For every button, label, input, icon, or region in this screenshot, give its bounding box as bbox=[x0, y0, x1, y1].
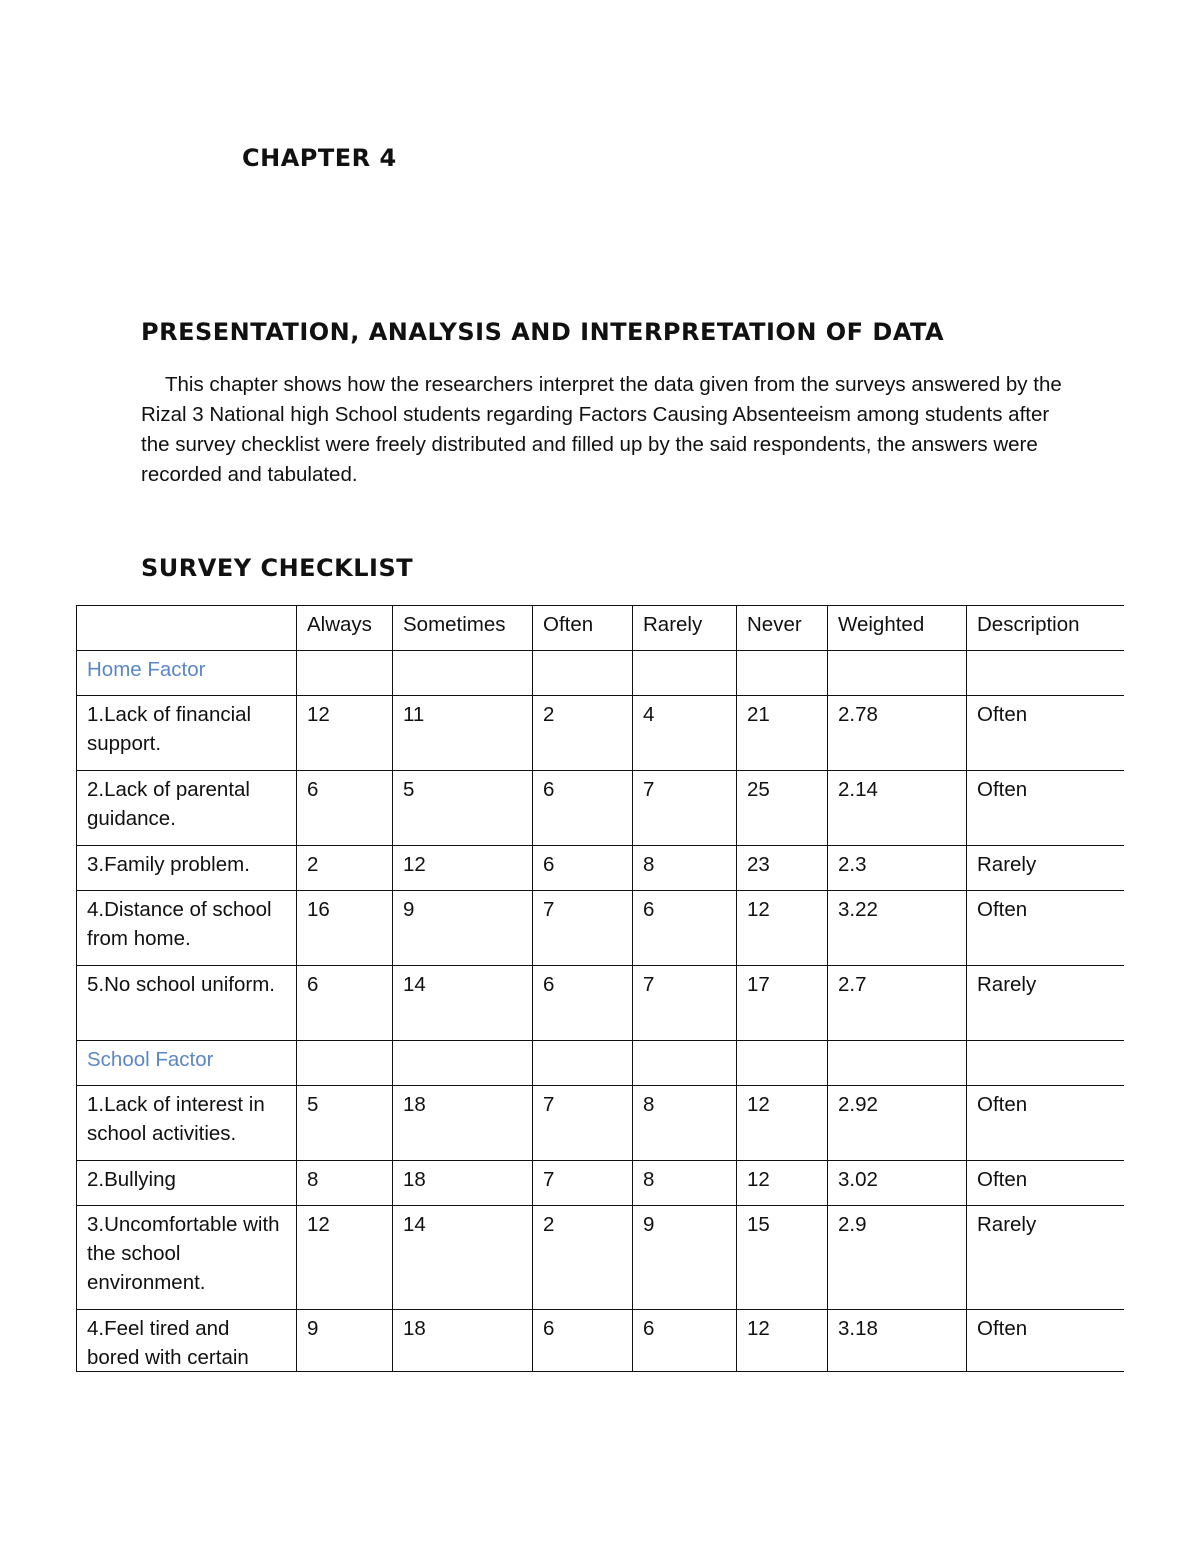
factor-cell: 3.Uncomfortable with the school environment. bbox=[77, 1206, 297, 1310]
column-header: Often bbox=[533, 606, 633, 651]
often-cell: 6 bbox=[533, 1310, 633, 1373]
section-label: Home Factor bbox=[77, 651, 297, 696]
intro-paragraph: This chapter shows how the researchers interpret the data given from the surveys answered by the Rizal 3 National high School students regarding Factors Causing Absenteeism among students after the survey checklist were freely distributed and filled up by the said respondents, the answers were recorded and tabulated. bbox=[141, 373, 1062, 486]
chapter-title: CHAPTER 4 bbox=[242, 144, 397, 172]
table-row bbox=[77, 846, 1125, 891]
often-cell: 7 bbox=[533, 1161, 633, 1206]
never-cell: 12 bbox=[737, 1086, 828, 1161]
always-cell: 9 bbox=[297, 1310, 393, 1373]
description-cell: Often bbox=[967, 1086, 1125, 1161]
description-cell: Often bbox=[967, 696, 1125, 771]
table-cell bbox=[828, 651, 967, 696]
table-row bbox=[77, 1206, 1125, 1310]
weighted-cell: 2.78 bbox=[828, 696, 967, 771]
rarely-cell: 6 bbox=[633, 1310, 737, 1373]
weighted-cell: 3.22 bbox=[828, 891, 967, 966]
sometimes-cell: 9 bbox=[393, 891, 533, 966]
column-header: Weighted bbox=[828, 606, 967, 651]
table-cell bbox=[533, 1041, 633, 1086]
description-cell: Rarely bbox=[967, 1206, 1125, 1310]
often-cell: 6 bbox=[533, 846, 633, 891]
often-cell: 6 bbox=[533, 966, 633, 1041]
factor-cell: 2.Lack of parental guidance. bbox=[77, 771, 297, 846]
rarely-cell: 8 bbox=[633, 1161, 737, 1206]
section-row-home-factor bbox=[77, 651, 1125, 696]
section-label: School Factor bbox=[77, 1041, 297, 1086]
table-cell bbox=[633, 651, 737, 696]
sometimes-cell: 14 bbox=[393, 1206, 533, 1310]
often-cell: 2 bbox=[533, 1206, 633, 1310]
table-row bbox=[77, 891, 1125, 966]
table-cell bbox=[297, 1041, 393, 1086]
survey-checklist-heading: SURVEY CHECKLIST bbox=[141, 554, 414, 582]
table-cell bbox=[533, 651, 633, 696]
factor-cell: 3.Family problem. bbox=[77, 846, 297, 891]
always-cell: 6 bbox=[297, 966, 393, 1041]
factor-cell: 4.Distance of school from home. bbox=[77, 891, 297, 966]
sometimes-cell: 12 bbox=[393, 846, 533, 891]
section-row-school-factor bbox=[77, 1041, 1125, 1086]
table-cell bbox=[393, 651, 533, 696]
weighted-cell: 2.14 bbox=[828, 771, 967, 846]
column-header: Rarely bbox=[633, 606, 737, 651]
description-cell: Often bbox=[967, 1161, 1125, 1206]
survey-table-container bbox=[76, 605, 1124, 1372]
sometimes-cell: 18 bbox=[393, 1161, 533, 1206]
always-cell: 12 bbox=[297, 1206, 393, 1310]
always-cell: 8 bbox=[297, 1161, 393, 1206]
table-cell bbox=[967, 651, 1125, 696]
rarely-cell: 4 bbox=[633, 696, 737, 771]
factor-cell: 4.Feel tired and bored with certain bbox=[77, 1310, 297, 1373]
often-cell: 7 bbox=[533, 1086, 633, 1161]
sometimes-cell: 11 bbox=[393, 696, 533, 771]
column-header bbox=[77, 606, 297, 651]
factor-cell: 1.Lack of interest in school activities. bbox=[77, 1086, 297, 1161]
weighted-cell: 2.9 bbox=[828, 1206, 967, 1310]
description-cell: Rarely bbox=[967, 966, 1125, 1041]
always-cell: 6 bbox=[297, 771, 393, 846]
table-cell bbox=[393, 1041, 533, 1086]
rarely-cell: 7 bbox=[633, 966, 737, 1041]
factor-cell: 1.Lack of financial support. bbox=[77, 696, 297, 771]
table-cell bbox=[633, 1041, 737, 1086]
table-row bbox=[77, 1310, 1125, 1373]
section-heading: PRESENTATION, ANALYSIS AND INTERPRETATION OF DATA bbox=[141, 318, 945, 346]
never-cell: 15 bbox=[737, 1206, 828, 1310]
description-cell: Rarely bbox=[967, 846, 1125, 891]
column-header: Always bbox=[297, 606, 393, 651]
table-row bbox=[77, 696, 1125, 771]
rarely-cell: 6 bbox=[633, 891, 737, 966]
rarely-cell: 8 bbox=[633, 1086, 737, 1161]
never-cell: 21 bbox=[737, 696, 828, 771]
sometimes-cell: 18 bbox=[393, 1310, 533, 1373]
often-cell: 7 bbox=[533, 891, 633, 966]
sometimes-cell: 5 bbox=[393, 771, 533, 846]
always-cell: 2 bbox=[297, 846, 393, 891]
rarely-cell: 7 bbox=[633, 771, 737, 846]
always-cell: 16 bbox=[297, 891, 393, 966]
table-header-row bbox=[77, 606, 1125, 651]
never-cell: 25 bbox=[737, 771, 828, 846]
table-row bbox=[77, 1161, 1125, 1206]
survey-table bbox=[76, 605, 1124, 1372]
table-row bbox=[77, 966, 1125, 1041]
never-cell: 12 bbox=[737, 891, 828, 966]
weighted-cell: 2.92 bbox=[828, 1086, 967, 1161]
description-cell: Often bbox=[967, 891, 1125, 966]
weighted-cell: 3.02 bbox=[828, 1161, 967, 1206]
never-cell: 12 bbox=[737, 1310, 828, 1373]
rarely-cell: 8 bbox=[633, 846, 737, 891]
sometimes-cell: 14 bbox=[393, 966, 533, 1041]
weighted-cell: 2.3 bbox=[828, 846, 967, 891]
weighted-cell: 3.18 bbox=[828, 1310, 967, 1373]
table-cell bbox=[967, 1041, 1125, 1086]
description-cell: Often bbox=[967, 1310, 1125, 1373]
often-cell: 2 bbox=[533, 696, 633, 771]
never-cell: 17 bbox=[737, 966, 828, 1041]
always-cell: 12 bbox=[297, 696, 393, 771]
column-header: Sometimes bbox=[393, 606, 533, 651]
table-cell bbox=[737, 651, 828, 696]
often-cell: 6 bbox=[533, 771, 633, 846]
weighted-cell: 2.7 bbox=[828, 966, 967, 1041]
rarely-cell: 9 bbox=[633, 1206, 737, 1310]
column-header: Never bbox=[737, 606, 828, 651]
never-cell: 23 bbox=[737, 846, 828, 891]
table-row bbox=[77, 771, 1125, 846]
table-row bbox=[77, 1086, 1125, 1161]
description-cell: Often bbox=[967, 771, 1125, 846]
table-cell bbox=[297, 651, 393, 696]
table-cell bbox=[737, 1041, 828, 1086]
never-cell: 12 bbox=[737, 1161, 828, 1206]
always-cell: 5 bbox=[297, 1086, 393, 1161]
sometimes-cell: 18 bbox=[393, 1086, 533, 1161]
factor-cell: 2.Bullying bbox=[77, 1161, 297, 1206]
column-header: Description bbox=[967, 606, 1125, 651]
table-cell bbox=[828, 1041, 967, 1086]
factor-cell: 5.No school uniform. bbox=[77, 966, 297, 1041]
